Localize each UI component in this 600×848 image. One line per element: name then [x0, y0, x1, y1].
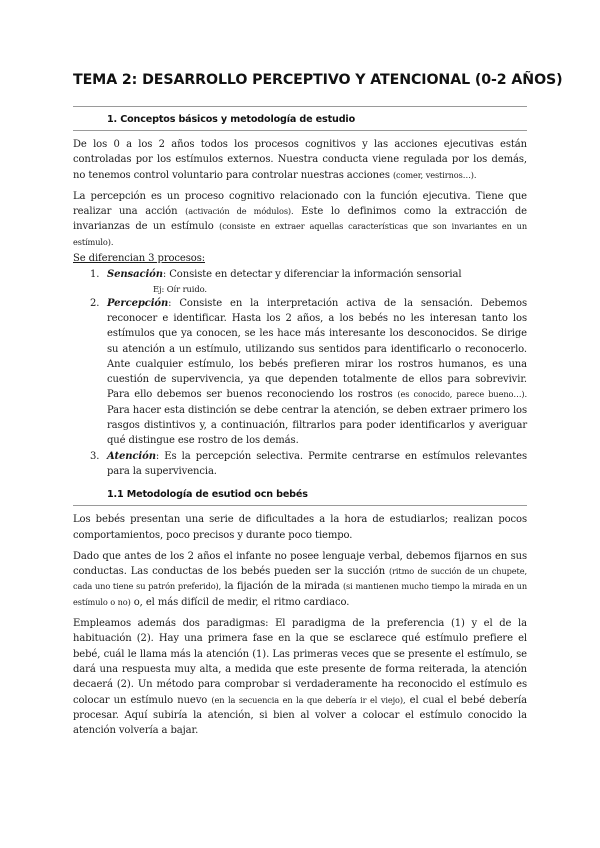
paragraph: Los bebés presentan una serie de dificultades a la hora de estudiarlos; realizan pocos comportamientos, poco precisos y durante poco tiempo. [73, 514, 527, 541]
divider [73, 130, 527, 131]
list-item: 1. Sensación: Consiste en detectar y diferenciar la información sensorial Ej: Oír ruido. [73, 267, 527, 295]
paragraph: Dado que antes de los 2 años el infante no posee lenguaje verbal, debemos fijarnos en sus conductas. Las conductas de los bebés pueden ser la succión (ritmo de succión de un chupete, cada uno tiene su patrón preferido), la fijación de la mirada (si mantienen mucho tiempo la mirada en un estímulo o no) o, el más difícil de medir, el ritmo cardiaco. [73, 550, 527, 608]
list-intro: Se diferencian 3 procesos: [73, 253, 205, 265]
list-item: 2. Percepción: Consiste en la interpretación activa de la sensación. Debemos reconocer e identificar. Hasta los 2 años, a los bebés no les interesan tanto los estímulos que ya conocen, se les hace más interesante los desconocidos. Se dirige su atención a un estímulo, utilizando sus sentidos para identificarlo o reconocerlo. Ante cualquier estímulo, los bebés prefieren mirar los rostros humanos, es una cuestión de supervivencia, ya que dependen totalmente de ellos para sobrevivir. Para ello debemos ser buenos reconociendo los rostros (es conocido, parece bueno…). Para hacer esta distinción se debe centrar la atención, se deben extraer primero los rasgos distintivos y, a continuación, filtrarlos para poder identificarlos y averiguar qué distingue ese rostro de los demás. [90, 297, 528, 447]
paragraph: Empleamos además dos paradigmas: El paradigma de la preferencia (1) y el de la habituación (2). Hay una primera fase en la que se esclarece qué estímulo prefiere el bebé, cuál le llama más la atención (1). Las primeras veces que se presente el estímulo, se dará una respuesta muy alta, a medida que este presente de forma reiterada, la atención decaerá (2). Un método para comprobar si verdaderamente ha reconocido el estímulo es colocar un estímulo nuevo (en la secuencia en la que debería ir el viejo), el cual el bebé debería procesar. Aquí subiría la atención, si bien al volver a colocar el estímulo conocido la atención volvería a bajar. [73, 618, 527, 737]
page-title: TEMA 2: DESARROLLO PERCEPTIVO Y ATENCIONAL (0-2 AÑOS) [73, 72, 563, 88]
paragraph: De los 0 a los 2 años todos los procesos cognitivos y las acciones ejecutivas están controladas por los estímulos externos. Nuestra conducta viene regulada por los demás, no tenemos control voluntario para controlar nuestras acciones (comer, vestirnos…). [73, 139, 527, 181]
divider [73, 505, 527, 506]
list-item: 3. Atención: Es la percepción selectiva. Permite centrarse en estímulos relevantes para la supervivencia. [90, 450, 527, 477]
document-body [73, 72, 563, 738]
process-list [73, 267, 527, 479]
example-text: Ej: Oír ruido. [153, 283, 207, 294]
divider [73, 106, 527, 107]
paragraph: La percepción es un proceso cognitivo relacionado con la función ejecutiva. Tiene que realizar una acción (activación de módulos). Este lo definimos como la extracción de invarianzas de un estímulo (consiste en extraer aquellas características que son invariantes en un estímulo). [73, 190, 527, 247]
subsection-heading: 1.1 Metodología de esutiod ocn bebés [107, 489, 308, 501]
section-heading: 1. Conceptos básicos y metodología de estudio [107, 114, 356, 125]
